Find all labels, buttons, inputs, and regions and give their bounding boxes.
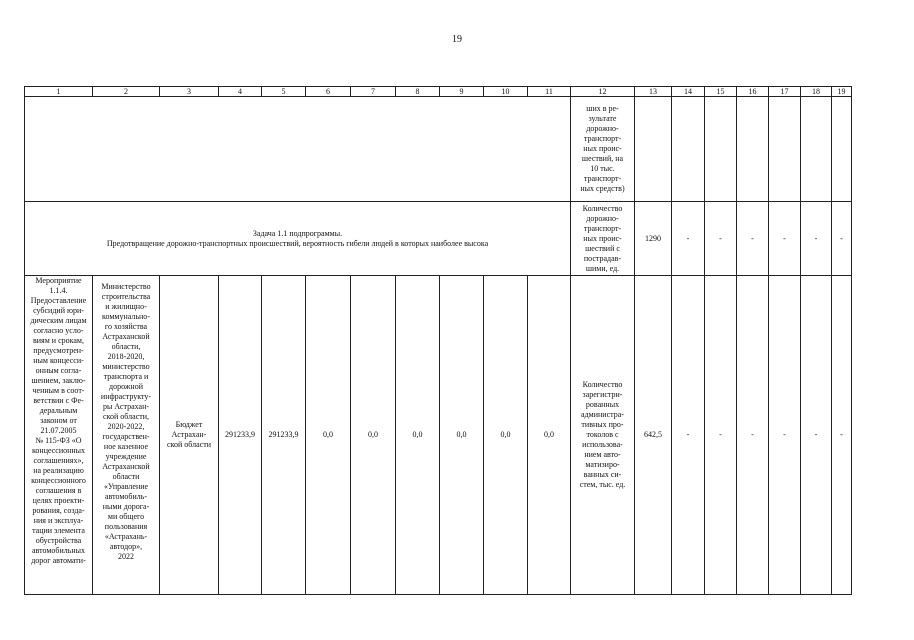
amount-cell: 291233,9 [219, 276, 262, 595]
amount-cell: 0,0 [396, 276, 440, 595]
text-line: шими, ед. [585, 263, 620, 273]
text-line: автомобильных [31, 546, 86, 555]
task-row [25, 202, 852, 276]
text-line: шением, заклю- [31, 376, 86, 385]
amount-cell: 0,0 [440, 276, 484, 595]
activity-value: 642,5 [635, 276, 672, 595]
dash-cell: - [737, 276, 769, 595]
header-cell: 14 [672, 87, 705, 97]
header-cell: 6 [306, 87, 351, 97]
header-cell: 10 [484, 87, 528, 97]
header-cell: 11 [528, 87, 571, 97]
text-line: ванных си- [583, 470, 622, 479]
header-cell: 19 [832, 87, 852, 97]
continuation-blank [801, 97, 832, 202]
header-cell: 1 [25, 87, 93, 97]
text-line: ской области [166, 440, 212, 449]
text-line: ветствии с Фе- [33, 396, 84, 405]
text-line: автодор», [109, 542, 143, 551]
continuation-blank [672, 97, 705, 202]
amount-cell: 0,0 [351, 276, 396, 595]
text-line: соглашения в [35, 486, 82, 495]
header-cell: 9 [440, 87, 484, 97]
text-line: ных проис- [583, 233, 622, 243]
text-line: ми общего [107, 512, 145, 521]
header-cell: 15 [705, 87, 737, 97]
task-indicator [571, 202, 635, 276]
text-line: транспорт- [583, 134, 622, 143]
text-line: тивных про- [581, 420, 624, 429]
dash-cell: - [672, 276, 705, 595]
text-line: дическим лицам [30, 316, 87, 325]
amount-cell: 0,0 [484, 276, 528, 595]
text-line: концессионного [31, 476, 86, 485]
text-line: «Управление [103, 482, 149, 491]
text-line: транспорт- [583, 174, 622, 183]
text-line: министерство [102, 362, 150, 371]
header-cell: 13 [635, 87, 672, 97]
text-line: 2020-2022, [107, 422, 145, 431]
text-line: Астраханской [102, 332, 150, 341]
text-line: учреждение [105, 452, 147, 461]
amount-cell: 0,0 [306, 276, 351, 595]
dash-cell: - [672, 202, 705, 276]
activity-row [25, 276, 852, 595]
dash-cell: - [801, 276, 832, 595]
task-description [25, 202, 571, 276]
dash-cell: - [832, 202, 852, 276]
header-cell: 18 [801, 87, 832, 97]
text-line: деральным [39, 406, 78, 415]
text-line: инфраструкту- [100, 392, 152, 401]
text-line: дорожно- [586, 213, 619, 223]
text-line: шествий с [585, 243, 620, 253]
text-line: дорожной [109, 382, 143, 391]
text-line: ное казенное [103, 442, 149, 451]
amount-cell: 291233,9 [262, 276, 306, 595]
text-line: Мероприятие [35, 276, 82, 285]
text-line: го хозяйства [104, 322, 148, 331]
text-line: соглашениях», [33, 456, 84, 465]
text-line: концессионных [31, 446, 86, 455]
amount-cell: 0,0 [528, 276, 571, 595]
text-line: пользования [104, 522, 148, 531]
text-line: Министерство [101, 282, 151, 291]
text-line: Количество [582, 380, 623, 389]
header-cell: 8 [396, 87, 440, 97]
text-line: шествий, на [581, 154, 624, 163]
text-line: № 115-ФЗ «О [35, 436, 82, 445]
text-line: транспорт- [583, 223, 622, 233]
text-line: строительства [101, 292, 151, 301]
text-line: ния и эксплуа- [33, 516, 84, 525]
text-line: рованных [585, 400, 620, 409]
text-line: Астраханской [102, 462, 150, 471]
continuation-blank [25, 97, 571, 202]
text-line: стем, тыс. ед. [579, 480, 626, 489]
text-line: области [112, 472, 140, 481]
text-line: онным согла- [35, 366, 82, 375]
text-line: 2018-2020, [107, 352, 145, 361]
continuation-indicator [571, 97, 635, 202]
continuation-row [25, 97, 852, 202]
task-value: 1290 [635, 202, 672, 276]
text-line: использова- [582, 440, 623, 449]
text-line: государствен- [102, 432, 150, 441]
activity-executor [93, 276, 160, 595]
text-line: ской области, [102, 412, 150, 421]
text-line: дорожно- [586, 124, 619, 133]
text-line: 10 тыс. [590, 164, 615, 173]
text-line: дорог автомати- [31, 556, 86, 565]
header-cell: 5 [262, 87, 306, 97]
text-line: токолов с [586, 430, 619, 439]
header-cell: 12 [571, 87, 635, 97]
text-line: Предоставление [30, 296, 87, 305]
dash-cell: - [801, 202, 832, 276]
text-line: тации элемента [32, 526, 85, 535]
header-cell: 3 [160, 87, 219, 97]
header-row [25, 87, 852, 97]
text-line: субсидий юри- [33, 306, 84, 315]
continuation-blank [832, 97, 852, 202]
text-line: зультате [588, 114, 617, 123]
text-line: зарегистри- [582, 390, 623, 399]
text-line: ных проис- [583, 144, 622, 153]
text-line: рования, созда- [32, 506, 85, 515]
activity-indicator [571, 276, 635, 595]
text-line: Бюджет [175, 420, 203, 429]
text-line: транспорта и [103, 372, 149, 381]
text-line: ными дорога- [102, 502, 150, 511]
text-line: Количество [582, 203, 623, 213]
text-line: пострадав- [583, 253, 622, 263]
dash-cell: - [705, 202, 737, 276]
dash-cell: - [737, 202, 769, 276]
continuation-blank [769, 97, 801, 202]
program-table [24, 86, 852, 595]
dash-cell: - [705, 276, 737, 595]
text-line: нием авто- [584, 450, 621, 459]
text-line: «Астрахань- [104, 532, 148, 541]
continuation-blank [705, 97, 737, 202]
text-line: ных средств) [580, 184, 625, 193]
text-line: ры Астрахан- [102, 402, 150, 411]
text-line: ным концесси- [33, 356, 84, 365]
text-line: законом от [40, 416, 77, 425]
text-line: Астрахан- [171, 430, 207, 439]
header-cell: 7 [351, 87, 396, 97]
text-line: автомобиль- [104, 492, 148, 501]
task-title: Задача 1.1 подпрограммы. [252, 228, 343, 238]
text-line: согласно усло- [33, 326, 84, 335]
text-line: 2022 [118, 552, 134, 561]
activity-funding-source [160, 276, 219, 595]
text-line: ших в ре- [586, 104, 619, 113]
header-cell: 4 [219, 87, 262, 97]
text-line: виям и срокам, [32, 336, 84, 345]
text-line: и жилищно- [105, 302, 147, 311]
text-line: 1.1.4. [49, 286, 68, 295]
text-line: обустройства [35, 536, 82, 545]
header-cell: 17 [769, 87, 801, 97]
task-text: Предотвращение дорожно-транспортных происшествий, вероятность гибели людей в которых наиболее высока [106, 238, 489, 248]
header-cell: 16 [737, 87, 769, 97]
text-line: матизиро- [585, 460, 620, 469]
header-cell: 2 [93, 87, 160, 97]
page-number: 19 [452, 34, 462, 45]
text-line: ченным в соот- [32, 386, 85, 395]
continuation-blank [737, 97, 769, 202]
dash-cell: - [769, 202, 801, 276]
text-line: 21.07.2005 [40, 426, 77, 435]
text-line: коммунально- [102, 312, 150, 321]
text-line: на реализацию [33, 466, 84, 475]
text-line: области, [111, 342, 141, 351]
text-line: целях проекти- [32, 496, 85, 505]
text-line: администра- [581, 410, 624, 419]
text-line: предусмотрен- [33, 346, 84, 355]
dash-cell: - [769, 276, 801, 595]
activity-name [25, 276, 93, 595]
dash-cell: - [832, 276, 852, 595]
continuation-blank [635, 97, 672, 202]
